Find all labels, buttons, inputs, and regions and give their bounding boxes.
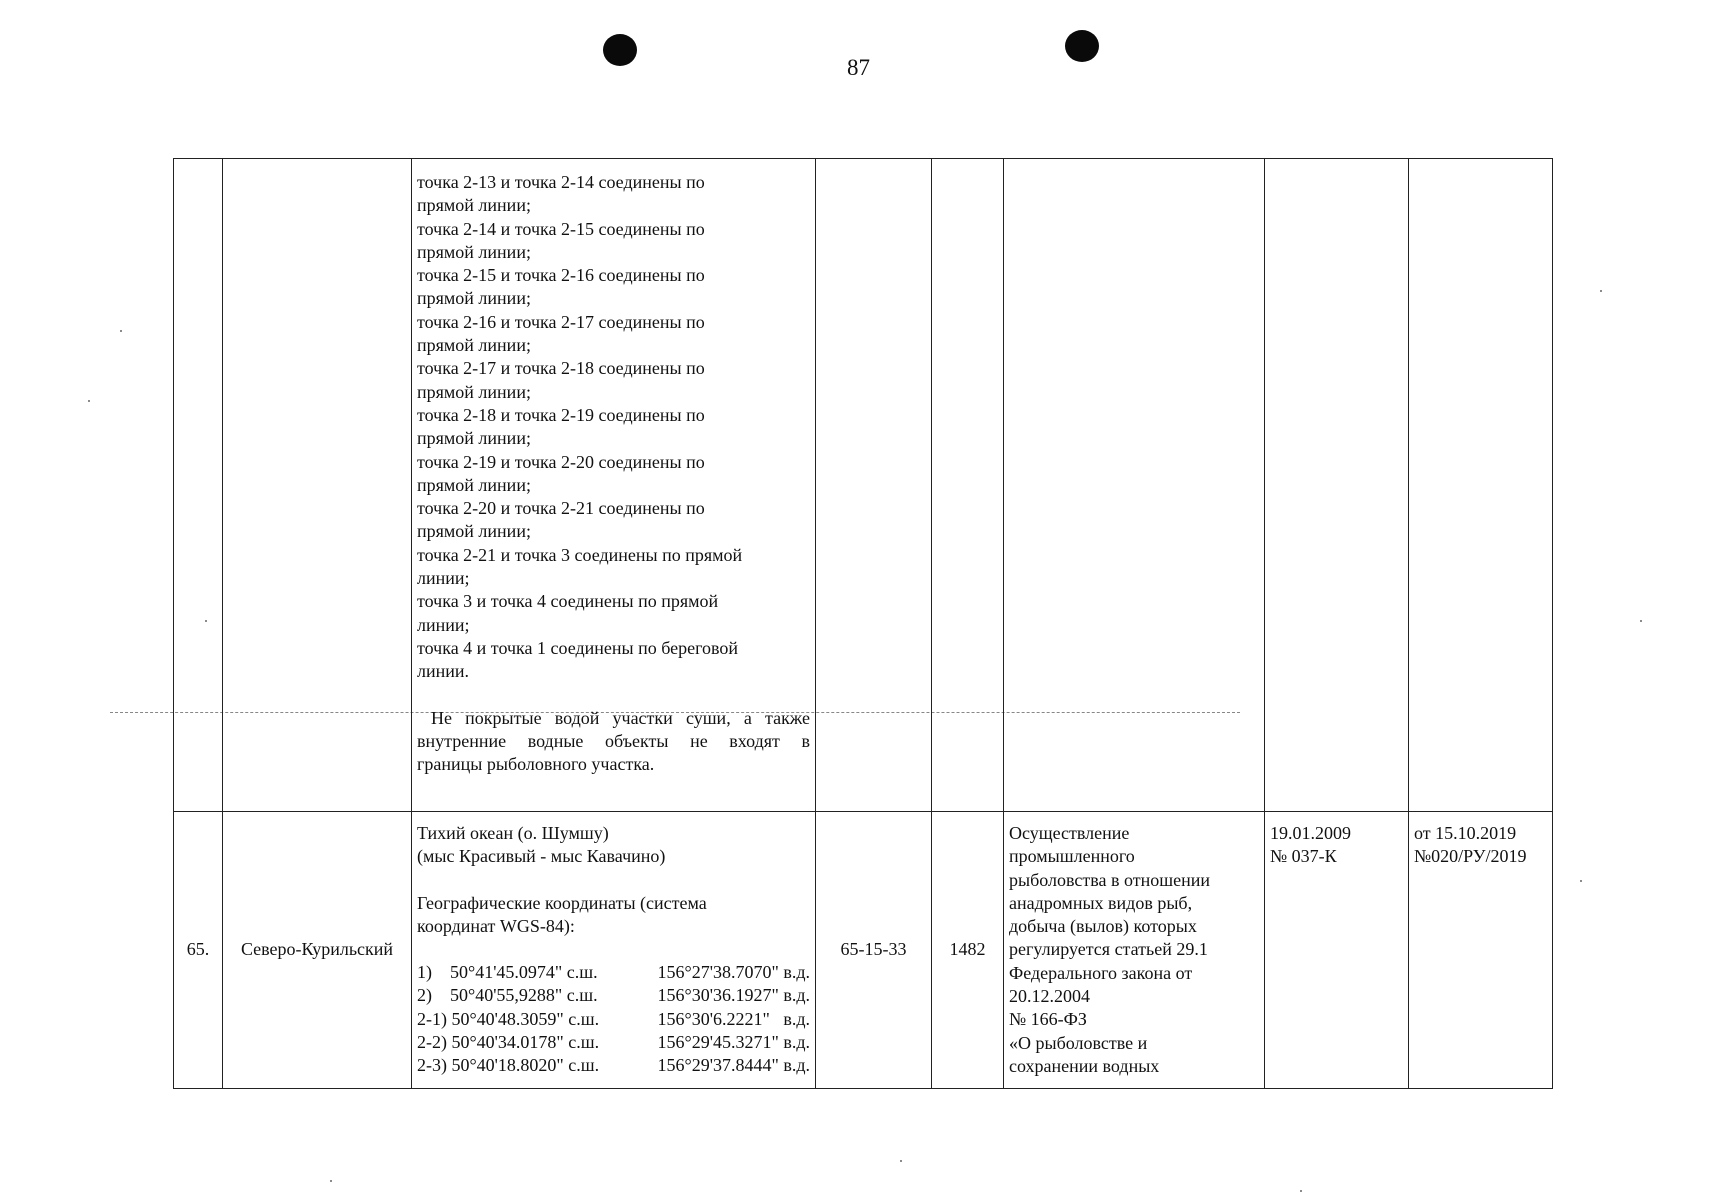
cell-decision [1265, 812, 1409, 1089]
coordinate-lon: 156°30'6.2221" в.д. [657, 1008, 810, 1029]
cell-purpose [1004, 812, 1265, 1089]
cell-area-code: 65-15-33 [816, 812, 932, 1089]
boundary-line: прямой линии; [417, 381, 531, 402]
cell-district-empty [223, 159, 412, 812]
coordinate-row [417, 961, 810, 984]
spacer [417, 869, 810, 892]
table-row-65 [174, 812, 1553, 1089]
scan-speck [900, 1160, 902, 1162]
cell-location [412, 812, 816, 1089]
cell-boundary-description [412, 159, 816, 812]
coordinate-lon: 156°29'37.8444" в.д. [657, 1055, 810, 1076]
boundary-line: прямой линии; [417, 474, 531, 495]
coordinate-row [417, 1031, 810, 1054]
purpose-line: «О рыболовстве и [1009, 1032, 1148, 1053]
coordinate-row [417, 984, 810, 1007]
cell-purpose-empty [1004, 159, 1265, 812]
cell-area-hectares: 1482 [932, 812, 1004, 1089]
fishing-areas-table [173, 158, 1553, 1089]
scan-speck [88, 400, 90, 402]
cell-district: Северо-Курильский [223, 812, 412, 1089]
table-row-continued [174, 159, 1553, 812]
coordinate-lat: 2) 50°40'55,9288" с.ш. [417, 985, 598, 1006]
purpose-line: Федерального закона от [1009, 962, 1193, 983]
coordinate-lat: 2-2) 50°40'34.0178" с.ш. [417, 1032, 600, 1053]
boundary-line: прямой линии; [417, 288, 531, 309]
note-line: внутренние водные объекты не входят в [417, 730, 810, 751]
purpose-line: анадромных видов рыб, [1009, 892, 1193, 913]
cell-agreement-empty [1409, 159, 1553, 812]
purpose-line: Осуществление [1009, 823, 1130, 843]
scan-speck [205, 620, 207, 622]
scan-speck [1300, 1190, 1302, 1192]
purpose-line: регулируется статьей 29.1 [1009, 939, 1208, 960]
location-line: (мыс Красивый - мыс Кавачино) [417, 846, 666, 867]
decision-line: 19.01.2009 [1270, 823, 1351, 843]
location-line: Тихий океан (о. Шумшу) [417, 823, 609, 843]
boundary-line: точка 4 и точка 1 соединены по береговой [417, 637, 739, 658]
scan-speck [1600, 290, 1602, 292]
scan-speck [1640, 620, 1642, 622]
purpose-line: рыболовства в отношении [1009, 869, 1211, 890]
boundary-line: точка 2-14 и точка 2-15 соединены по [417, 218, 705, 239]
purpose-line: промышленного [1009, 846, 1135, 867]
boundary-lines [417, 171, 810, 684]
cell-number-empty [174, 159, 223, 812]
cell-agreement [1409, 812, 1553, 1089]
coordinate-lon: 156°30'36.1927" в.д. [657, 985, 810, 1006]
scan-speck [330, 1180, 332, 1182]
purpose-line: 20.12.2004 [1009, 986, 1090, 1007]
boundary-line: прямой линии; [417, 241, 531, 262]
boundary-line: прямой линии; [417, 195, 531, 216]
purpose-line: № 166-ФЗ [1009, 1009, 1087, 1030]
cell-decision-empty [1265, 159, 1409, 812]
agreement-line: от 15.10.2019 [1414, 823, 1517, 843]
spacer [417, 684, 810, 707]
boundary-line: линии; [417, 614, 470, 635]
coords-header-line: Географические координаты (система [417, 892, 707, 913]
boundary-line: точка 2-13 и точка 2-14 соединены по [417, 172, 705, 192]
boundary-line: точка 2-17 и точка 2-18 соединены по [417, 358, 705, 379]
coords-header-line: координат WGS-84): [417, 915, 575, 936]
boundary-line: линии. [417, 661, 470, 682]
boundary-line: точка 2-18 и точка 2-19 соединены по [417, 404, 705, 425]
spacer [417, 938, 810, 961]
boundary-line: точка 2-16 и точка 2-17 соединены по [417, 311, 705, 332]
boundary-line: точка 2-15 и точка 2-16 соединены по [417, 265, 705, 286]
boundary-line: линии; [417, 568, 470, 589]
coordinate-lat: 1) 50°41'45.0974" с.ш. [417, 962, 598, 983]
note-line: Не покрытые водой участки суши, а также [431, 707, 810, 728]
boundary-line: точка 2-21 и точка 3 соединены по прямой [417, 544, 743, 565]
coordinate-lat: 2-3) 50°40'18.8020" с.ш. [417, 1055, 600, 1076]
cell-area-empty [932, 159, 1004, 812]
exclusion-note [417, 707, 810, 777]
boundary-line: прямой линии; [417, 428, 531, 449]
decision-line: № 037-К [1270, 846, 1337, 867]
punch-hole-right [1065, 30, 1099, 62]
coordinate-lon: 156°27'38.7070" в.д. [657, 962, 810, 983]
boundary-line: точка 2-19 и точка 2-20 соединены по [417, 451, 705, 472]
cell-row-number: 65. [174, 812, 223, 1089]
boundary-line: прямой линии; [417, 335, 531, 356]
purpose-line: сохранении водных [1009, 1055, 1160, 1076]
page-number: 87 [847, 55, 870, 80]
purpose-line: добыча (вылов) которых [1009, 916, 1197, 937]
boundary-line: точка 3 и точка 4 соединены по прямой [417, 591, 719, 612]
coordinate-row [417, 1008, 810, 1031]
scan-speck [120, 330, 122, 332]
agreement-line: №020/РУ/2019 [1414, 846, 1527, 867]
scan-speck [1580, 880, 1582, 882]
punch-hole-left [603, 34, 637, 66]
coordinate-lat: 2-1) 50°40'48.3059" с.ш. [417, 1008, 600, 1029]
boundary-line: точка 2-20 и точка 2-21 соединены по [417, 498, 705, 519]
cell-code-empty [816, 159, 932, 812]
note-line: границы рыболовного участка. [417, 754, 655, 775]
coordinate-lon: 156°29'45.3271" в.д. [657, 1032, 810, 1053]
boundary-line: прямой линии; [417, 521, 531, 542]
coordinate-row [417, 1054, 810, 1077]
